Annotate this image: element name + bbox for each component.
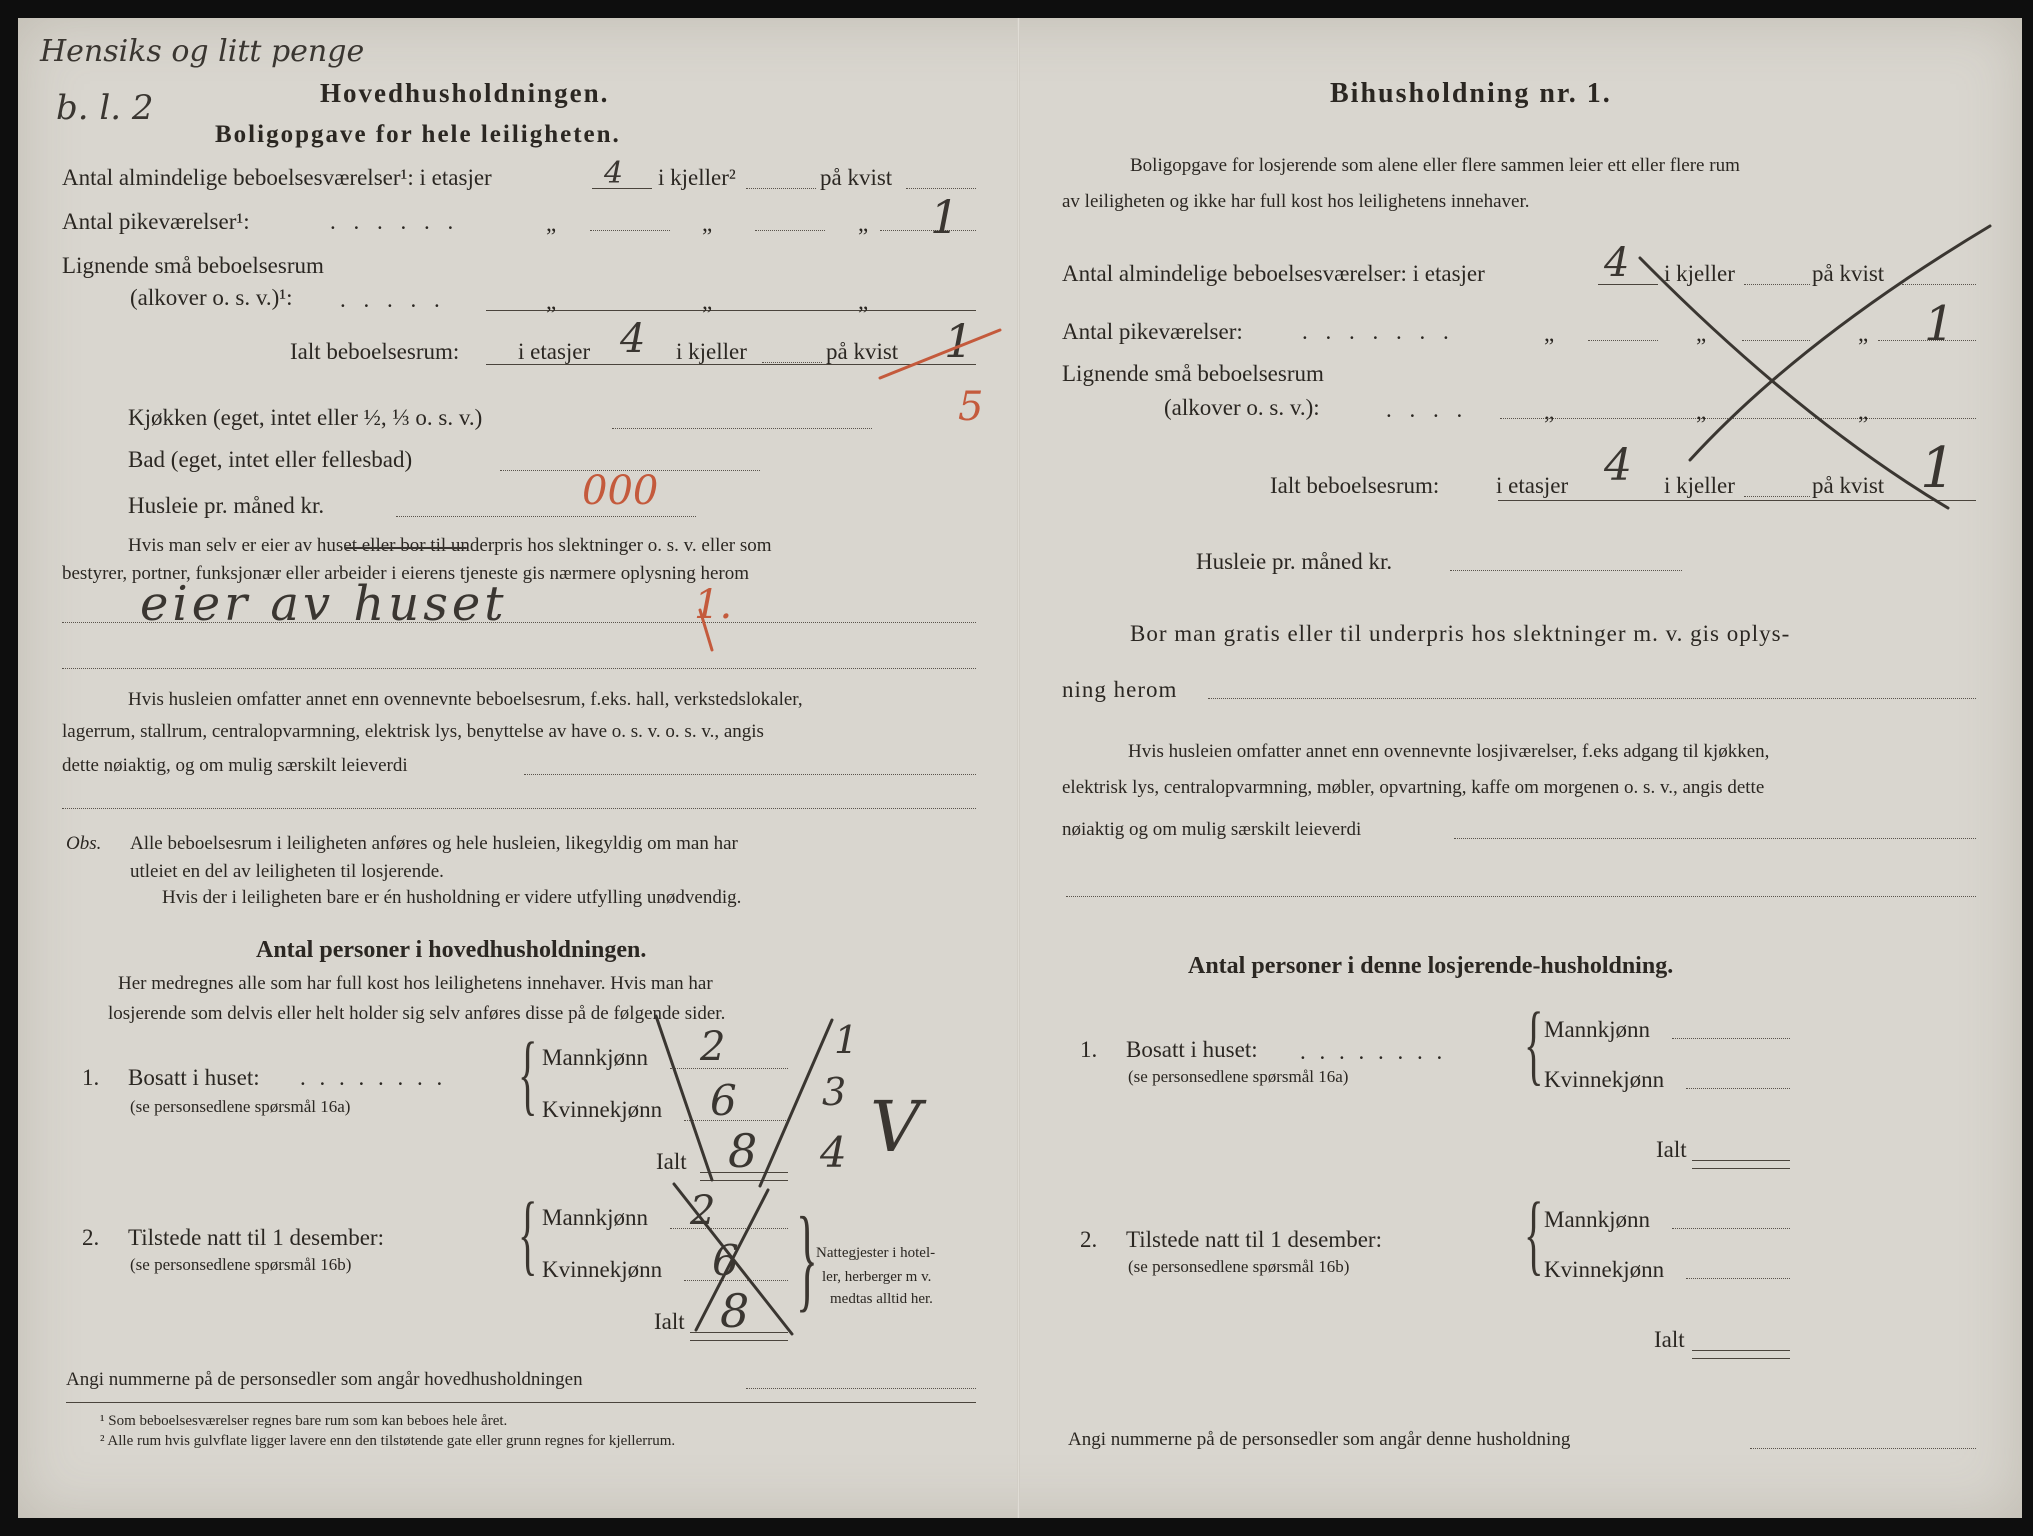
right-row3-dots: . . . . — [1386, 397, 1469, 422]
q1-side-note-2: 3 — [822, 1070, 847, 1114]
row3-sublabel: (alkover o. s. v.)¹: — [130, 285, 293, 310]
right-q1-label: Bosatt i huset: — [1126, 1037, 1258, 1062]
right-row2-ditto-1: „ — [1544, 321, 1555, 346]
obs-text-2: utleiet en del av leiligheten til losjerende. — [130, 861, 444, 882]
obs-label: Obs. — [66, 833, 102, 854]
right-q2-ialt-label: Ialt — [1654, 1327, 1685, 1352]
right-row2-ditto-2: „ — [1696, 321, 1707, 346]
q2-mann-label: Mannkjønn — [542, 1205, 649, 1230]
q2-ialt-label: Ialt — [654, 1309, 685, 1334]
right-row1-label: Antal almindelige beboelsesværelser: i etasjer — [1062, 261, 1485, 286]
right-husleie-label: Husleie pr. måned kr. — [1196, 549, 1393, 574]
obs-text-3: Hvis der i leiligheten bare er én husholdning er videre utfylling unødvendig. — [162, 887, 742, 908]
right-row4-etasjer-label: i etasjer — [1496, 473, 1569, 498]
right-row3-ditto-1: „ — [1544, 399, 1555, 424]
q1-kvinne-value: 6 — [710, 1076, 737, 1125]
right-q1-number: 1. — [1080, 1037, 1098, 1062]
row2-kvist-value: 1 — [930, 190, 960, 244]
q1-side-note-3: 4 — [820, 1128, 847, 1177]
right-intro-1: Boligopgave for losjerende som alene eller flere sammen leier ett eller flere rum — [1130, 155, 1740, 176]
row4-red-note: 5 — [958, 384, 984, 430]
q1-ialt-label: Ialt — [656, 1149, 687, 1174]
page-subtitle: Boligopgave for hele leiligheten. — [215, 121, 621, 148]
row4-etasjer-label: i etasjer — [518, 339, 591, 364]
row2-ditto-1: „ — [546, 211, 557, 236]
right-row3-ditto-2: „ — [1696, 399, 1707, 424]
row3-ditto-2: „ — [702, 289, 713, 314]
right-q1-mann-label: Mannkjønn — [1544, 1017, 1651, 1042]
nattegjester-text-2: ler, herberger m v. — [822, 1269, 932, 1285]
row1-kjeller-label: i kjeller² — [658, 165, 736, 190]
right-row4-kvist-value: 1 — [1920, 436, 1956, 501]
right-row4-etasjer-value: 4 — [1604, 440, 1632, 491]
right-row4-label: Ialt beboelsesrum: — [1270, 473, 1440, 498]
q1-side-note-1: 1 — [834, 1018, 859, 1062]
row4-kjeller-label: i kjeller — [676, 339, 747, 364]
right-gratis-text-2: ning herom — [1062, 677, 1178, 702]
right-q1-sublabel: (se personsedlene spørsmål 16a) — [1128, 1067, 1349, 1086]
personer-text-1: Her medregnes alle som har full kost hos leilighetens innehaver. Hvis man har — [118, 973, 713, 994]
row3-dots: . . . . . — [340, 287, 446, 312]
q2-mann-value: 2 — [690, 1188, 716, 1234]
page-title: Hovedhusholdningen. — [320, 78, 610, 108]
right-row4-kjeller-label: i kjeller — [1664, 473, 1735, 498]
q2-label: Tilstede natt til 1 desember: — [128, 1225, 384, 1250]
personer-title: Antal personer i hovedhusholdningen. — [256, 937, 647, 963]
right-q2-sublabel: (se personsedlene spørsmål 16b) — [1128, 1257, 1350, 1276]
angi-text: Angi nummerne på de personsedler som angår hovedhusholdningen — [66, 1369, 583, 1390]
right-row2-kvist-value: 1 — [1924, 296, 1955, 352]
row2-ditto-3: „ — [858, 211, 869, 236]
right-row2-dots: . . . . . . . — [1302, 319, 1455, 344]
row4-kvist-label: på kvist — [826, 339, 899, 364]
right-q2-label: Tilstede natt til 1 desember: — [1126, 1227, 1382, 1252]
right-angi-text: Angi nummerne på de personsedler som angår denne husholdning — [1068, 1429, 1571, 1450]
right-row3-ditto-3: „ — [1858, 399, 1869, 424]
omfatter-text-3: dette nøiaktig, og om mulig særskilt leieverdi — [62, 755, 408, 776]
right-row2-ditto-3: „ — [1858, 321, 1869, 346]
handwritten-annotation: Hensiks og litt penge — [40, 34, 365, 69]
right-row1-etasjer-value: 4 — [1604, 240, 1630, 286]
eier-text-1: Hvis man selv er eier av huset eller bor til underpris hos slektninger o. s. v. eller som — [128, 535, 772, 556]
row3-label: Lignende små beboelsesrum — [62, 253, 324, 278]
page-fold — [1017, 18, 1020, 1518]
right-intro-2: av leiligheten og ikke har full kost hos leilighetens innehaver. — [1062, 191, 1530, 212]
footnote-1: ¹ Som beboelsesværelser regnes bare rum som kan beboes hele året. — [100, 1413, 508, 1429]
kjokken-label: Kjøkken (eget, intet eller ½, ⅓ o. s. v.) — [128, 405, 483, 430]
footnote-2: ² Alle rum hvis gulvflate ligger lavere enn den tilstøtende gate eller grunn regnes for kjellerrum. — [100, 1433, 676, 1449]
row1-etasjer-value: 4 — [604, 156, 624, 191]
q1-mann-label: Mannkjønn — [542, 1045, 649, 1070]
right-omfatter-text-3: nøiaktig og om mulig særskilt leieverdi — [1062, 819, 1362, 840]
row4-kvist-value: 1 — [944, 314, 974, 368]
right-q1-dots: . . . . . . . . — [1300, 1039, 1447, 1064]
right-q2-mann-label: Mannkjønn — [1544, 1207, 1651, 1232]
handwritten-annotation-2: b. l. 2 — [56, 88, 154, 128]
right-omfatter-text-1: Hvis husleien omfatter annet enn ovennevnte losjiværelser, f.eks adgang til kjøkken, — [1128, 741, 1770, 762]
obs-text-1: Alle beboelsesrum i leiligheten anføres og hele husleien, likegyldig om man har — [130, 833, 738, 854]
q1-dots: . . . . . . . . — [300, 1065, 447, 1090]
row1-kvist-label: på kvist — [820, 165, 893, 190]
right-row2-label: Antal pikeværelser: — [1062, 319, 1243, 344]
nattegjester-brace: } — [796, 1193, 818, 1324]
row1-label: Antal almindelige beboelsesværelser¹: i etasjer — [62, 165, 492, 190]
row4-etasjer-value: 4 — [620, 316, 646, 362]
q1-check-mark: V — [870, 1086, 921, 1168]
right-omfatter-text-2: elektrisk lys, centralopvarmning, møbler, opvartning, kaffe om morgenen o. s. v., angis dette — [1062, 777, 1765, 798]
right-q1-brace: { — [1524, 995, 1544, 1094]
q1-number: 1. — [82, 1065, 100, 1090]
nattegjester-text-1: Nattegjester i hotel- — [816, 1245, 936, 1261]
right-q2-brace: { — [1524, 1185, 1544, 1284]
bad-label: Bad (eget, intet eller fellesbad) — [128, 447, 413, 472]
right-gratis-text-1: Bor man gratis eller til underpris hos slektninger m. v. gis oplys- — [1130, 621, 1791, 646]
row3-ditto-1: „ — [546, 289, 557, 314]
q1-kvinne-label: Kvinnekjønn — [542, 1097, 663, 1122]
omfatter-text-1: Hvis husleien omfatter annet enn ovennevnte beboelsesrum, f.eks. hall, verkstedslokaler, — [128, 689, 803, 710]
right-q2-number: 2. — [1080, 1227, 1098, 1252]
row2-label: Antal pikeværelser¹: — [62, 209, 250, 234]
q1-label: Bosatt i huset: — [128, 1065, 260, 1090]
row3-ditto-3: „ — [858, 289, 869, 314]
right-personer-title: Antal personer i denne losjerende-husholdning. — [1188, 953, 1674, 979]
eier-answer-red: 1. — [694, 582, 733, 628]
right-row3-sublabel: (alkover o. s. v.): — [1164, 395, 1320, 420]
personer-text-2: losjerende som delvis eller helt holder sig selv anføres disse på de følgende sider. — [108, 1003, 726, 1024]
eier-text-2: bestyrer, portner, funksjonær eller arbeider i eierens tjeneste gis nærmere oplysning herom — [62, 563, 750, 584]
right-q1-ialt-label: Ialt — [1656, 1137, 1687, 1162]
omfatter-text-2: lagerrum, stallrum, centralopvarmning, elektrisk lys, benyttelse av have o. s. v. o. s. v., angis — [62, 721, 764, 742]
q1-mann-value: 2 — [700, 1024, 726, 1070]
right-row3-label: Lignende små beboelsesrum — [1062, 361, 1324, 386]
right-q1-kvinne-label: Kvinnekjønn — [1544, 1067, 1665, 1092]
q2-number: 2. — [82, 1225, 100, 1250]
row2-ditto-2: „ — [702, 211, 713, 236]
husleie-label: Husleie pr. måned kr. — [128, 493, 325, 518]
right-row1-kjeller-label: i kjeller — [1664, 261, 1735, 286]
q2-ialt-value: 8 — [720, 1284, 750, 1338]
right-q2-kvinne-label: Kvinnekjønn — [1544, 1257, 1665, 1282]
q2-brace: { — [518, 1185, 538, 1284]
q2-kvinne-label: Kvinnekjønn — [542, 1257, 663, 1282]
q1-sublabel: (se personsedlene spørsmål 16a) — [130, 1097, 351, 1116]
right-page-title: Bihusholdning nr. 1. — [1330, 78, 1612, 109]
husleie-value: 000 — [582, 468, 659, 514]
q2-sublabel: (se personsedlene spørsmål 16b) — [130, 1255, 352, 1274]
right-row4-kvist-label: på kvist — [1812, 473, 1885, 498]
row2-dots: . . . . . . — [330, 209, 460, 234]
q1-ialt-value: 8 — [728, 1124, 758, 1178]
right-row1-kvist-label: på kvist — [1812, 261, 1885, 286]
row4-label: Ialt beboelsesrum: — [290, 339, 460, 364]
eier-answer: eier av huset — [140, 576, 508, 632]
q1-brace: { — [518, 1025, 538, 1124]
nattegjester-text-3: medtas alltid her. — [830, 1291, 933, 1307]
q2-kvinne-value: 6 — [712, 1236, 739, 1285]
